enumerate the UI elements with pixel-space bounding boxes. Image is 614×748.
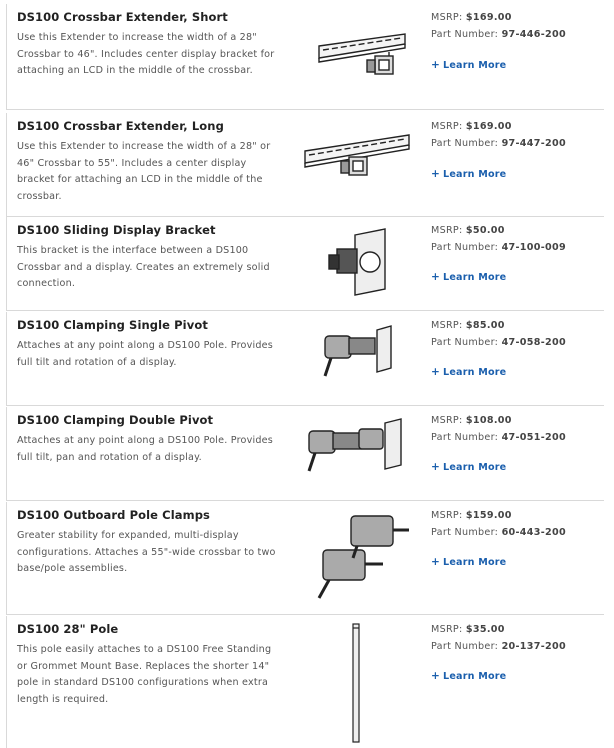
product-row [6, 4, 604, 110]
msrp-label: MSRP: [431, 320, 463, 331]
part-number-label: Part Number: [431, 28, 499, 40]
product-title: DS100 Clamping Double Pivot [17, 413, 214, 427]
product-row [6, 113, 604, 217]
product-description: Use this Extender to increase the width of a 28" or 46" Crossbar to 55". Includes a center display bracket for attaching an LCD in the middle of the crossbar. [17, 141, 271, 202]
part-number-value: 47-058-200 [501, 336, 566, 348]
product-description: Greater stability for expanded, multi-display configurations. Attaches a 55"-wide crossbar to two base/pole assemblies. [17, 530, 276, 574]
product-title: DS100 28" Pole [17, 622, 119, 636]
product-description: Attaches at any point along a DS100 Pole. Provides full tilt and rotation of a display. [17, 340, 273, 368]
clamping-double-pivot-icon [297, 407, 417, 500]
msrp-label: MSRP: [431, 510, 463, 521]
crossbar-extender-short-icon [297, 4, 417, 109]
msrp-value: $85.00 [465, 320, 505, 331]
plus-icon: + [431, 556, 440, 568]
product-description: This bracket is the interface between a DS100 Crossbar and a display. Creates an extremely solid connection. [17, 245, 270, 289]
product-pricing [431, 318, 566, 351]
msrp-label: MSRP: [431, 225, 463, 236]
msrp-value: $50.00 [465, 225, 505, 236]
learn-more-label: Learn More [443, 671, 507, 682]
part-number-value: 47-100-009 [501, 241, 566, 253]
product-row [6, 407, 604, 501]
product-row [6, 502, 604, 615]
msrp-label: MSRP: [431, 12, 463, 23]
product-row [6, 616, 604, 748]
product-pricing [431, 413, 566, 446]
learn-more-label: Learn More [443, 462, 507, 473]
pole-28-icon [297, 616, 417, 748]
product-pricing [431, 508, 566, 541]
sliding-display-bracket-icon [297, 217, 417, 310]
product-title: DS100 Clamping Single Pivot [17, 318, 208, 332]
part-number-label: Part Number: [431, 336, 499, 348]
product-title: DS100 Crossbar Extender, Short [17, 10, 228, 24]
product-pricing [431, 119, 566, 152]
part-number-value: 97-447-200 [501, 137, 566, 149]
msrp-label: MSRP: [431, 624, 463, 635]
clamping-single-pivot-icon [297, 312, 417, 405]
outboard-pole-clamps-icon [297, 502, 417, 614]
plus-icon: + [431, 168, 440, 180]
msrp-label: MSRP: [431, 121, 463, 132]
msrp-value: $35.00 [465, 624, 505, 635]
plus-icon: + [431, 670, 440, 682]
learn-more-label: Learn More [443, 272, 507, 283]
product-description: Attaches at any point along a DS100 Pole. Provides full tilt, pan and rotation of a display. [17, 435, 273, 463]
learn-more-link[interactable] [431, 670, 506, 682]
product-pricing [431, 10, 566, 43]
plus-icon: + [431, 271, 440, 283]
learn-more-link[interactable] [431, 271, 506, 283]
part-number-value: 97-446-200 [501, 28, 566, 40]
learn-more-link[interactable] [431, 461, 506, 473]
msrp-label: MSRP: [431, 415, 463, 426]
product-description: Use this Extender to increase the width of a 28" Crossbar to 46". Includes center display bracket for attaching an LCD in the middle of the crossbar. [17, 32, 275, 76]
part-number-value: 20-137-200 [501, 640, 566, 652]
learn-more-link[interactable] [431, 366, 506, 378]
product-row [6, 312, 604, 406]
learn-more-link[interactable] [431, 59, 506, 71]
plus-icon: + [431, 461, 440, 473]
plus-icon: + [431, 366, 440, 378]
learn-more-label: Learn More [443, 60, 507, 71]
product-title: DS100 Crossbar Extender, Long [17, 119, 224, 133]
msrp-value: $169.00 [465, 12, 512, 23]
learn-more-link[interactable] [431, 168, 506, 180]
msrp-value: $159.00 [465, 510, 512, 521]
product-description: This pole easily attaches to a DS100 Free Standing or Grommet Mount Base. Replaces the shorter 14" pole in standard DS100 configurations when extra length is required. [17, 644, 272, 705]
product-title: DS100 Outboard Pole Clamps [17, 508, 210, 522]
plus-icon: + [431, 59, 440, 71]
product-pricing [431, 223, 566, 256]
part-number-label: Part Number: [431, 526, 499, 538]
product-pricing [431, 622, 566, 655]
part-number-label: Part Number: [431, 640, 499, 652]
part-number-label: Part Number: [431, 137, 499, 149]
learn-more-link[interactable] [431, 556, 506, 568]
msrp-value: $169.00 [465, 121, 512, 132]
part-number-value: 47-051-200 [501, 431, 566, 443]
product-title: DS100 Sliding Display Bracket [17, 223, 216, 237]
learn-more-label: Learn More [443, 557, 507, 568]
msrp-value: $108.00 [465, 415, 512, 426]
product-row [6, 217, 604, 311]
part-number-value: 60-443-200 [501, 526, 566, 538]
learn-more-label: Learn More [443, 367, 507, 378]
learn-more-label: Learn More [443, 169, 507, 180]
crossbar-extender-long-icon [297, 113, 417, 216]
part-number-label: Part Number: [431, 241, 499, 253]
part-number-label: Part Number: [431, 431, 499, 443]
